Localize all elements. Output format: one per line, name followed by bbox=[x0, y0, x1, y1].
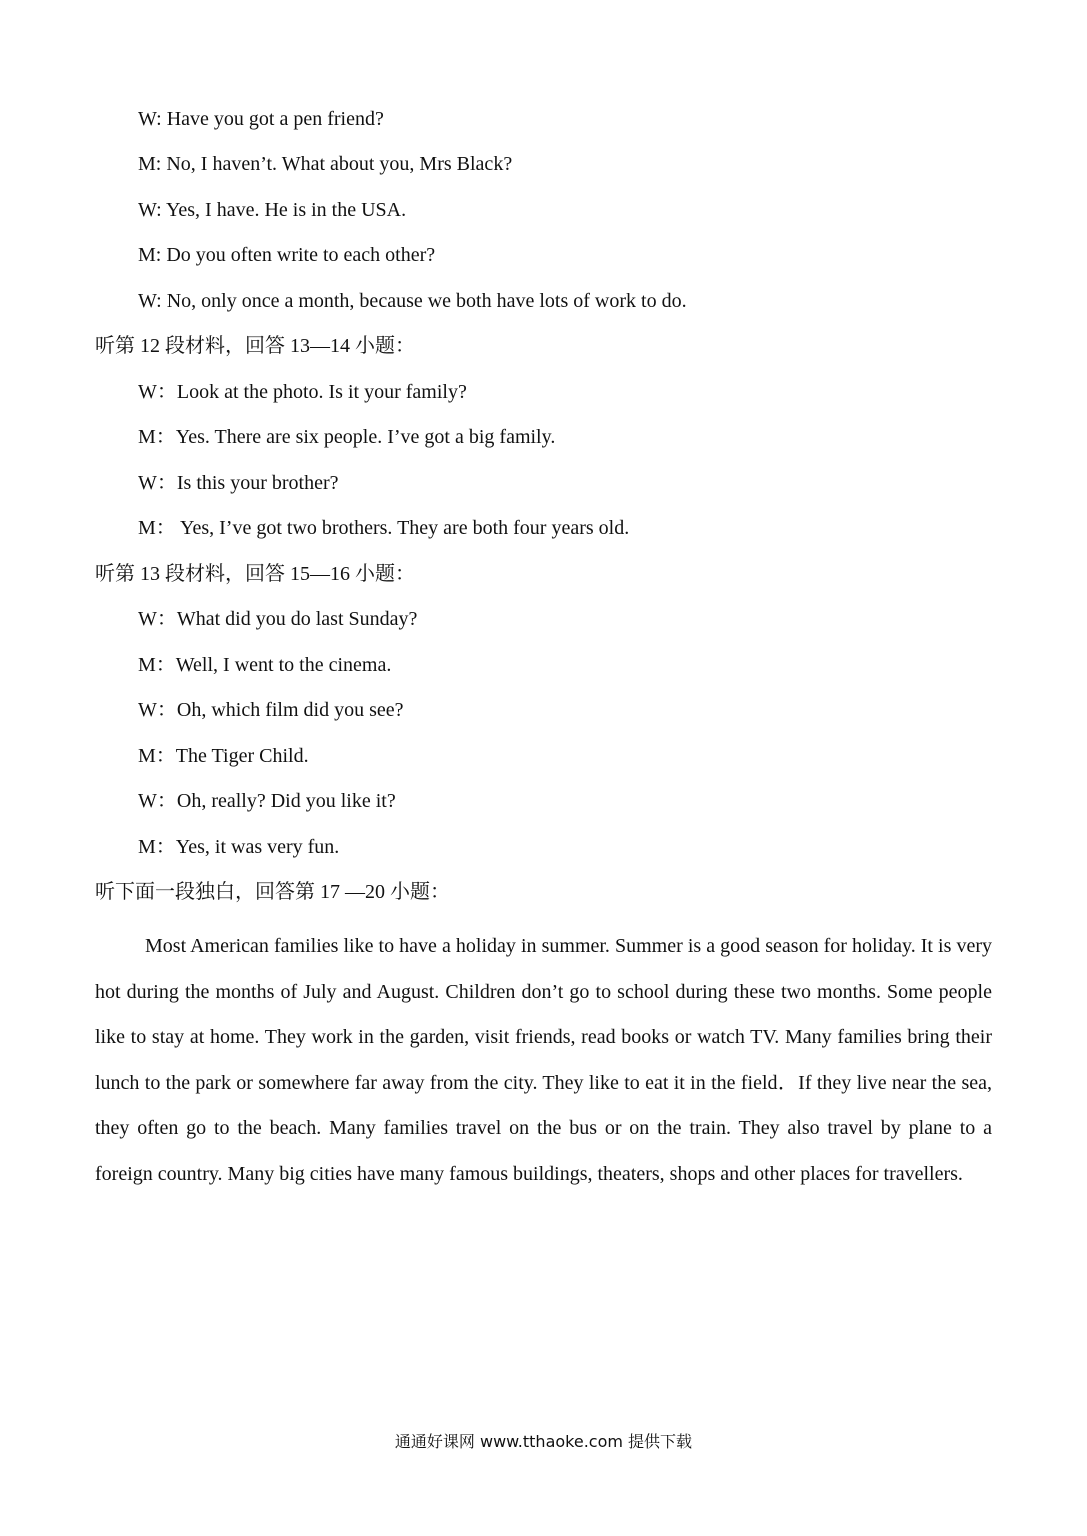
dialogue-line: M：Yes, it was very fun. bbox=[138, 836, 340, 858]
dialogue-line: W：What did you do last Sunday? bbox=[138, 608, 418, 630]
dialogue-line: W：Oh, which film did you see? bbox=[138, 699, 404, 721]
dialogue-line: W: Have you got a pen friend? bbox=[138, 108, 384, 130]
dialogue-line: M： Yes, I’ve got two brothers. They are both four years old. bbox=[138, 517, 630, 539]
dialogue-line: W：Is this your brother? bbox=[138, 472, 339, 494]
dialogue-line: M：Yes. There are six people. I’ve got a big family. bbox=[138, 426, 556, 448]
dialogue-line: W: Yes, I have. He is in the USA. bbox=[138, 199, 407, 221]
section-heading: 听第 12 段材料，回答 13—14 小题： bbox=[95, 335, 415, 357]
dialogue-line: M：Well, I went to the cinema. bbox=[138, 654, 392, 676]
dialogue-line: M：The Tiger Child. bbox=[138, 745, 309, 767]
dialogue-line: W：Look at the photo. Is it your family? bbox=[138, 381, 467, 403]
dialogue-line: W: No, only once a month, because we both have lots of work to do. bbox=[138, 290, 687, 312]
dialogue-line: M: No, I haven’t. What about you, Mrs Black? bbox=[138, 153, 513, 175]
monologue-paragraph: Most American families like to have a holiday in summer. Summer is a good season for holiday. It is very hot during the months of July and August. Children don’t go to school during these two months. Some people like to stay at home. They work in the garden, visit friends, read books or watch TV. Many families bring their lunch to the park or somewhere far away from the city. They like to eat it in the field．If they live near the sea, they often go to the beach. Many families travel on the bus or on the train. They also travel by plane to a foreign country. Many big cities have many famous buildings, theaters, shops and other places for travellers. bbox=[95, 935, 992, 1185]
dialogue-line: W：Oh, really? Did you like it? bbox=[138, 790, 396, 812]
dialogue-line: M: Do you often write to each other? bbox=[138, 244, 436, 266]
page-footer: 通通好课网 www.tthaoke.com 提供下载 bbox=[394, 1432, 693, 1451]
section-heading: 听下面一段独白，回答第 17 —20 小题： bbox=[95, 881, 450, 903]
section-heading: 听第 13 段材料，回答 15—16 小题： bbox=[95, 563, 415, 585]
